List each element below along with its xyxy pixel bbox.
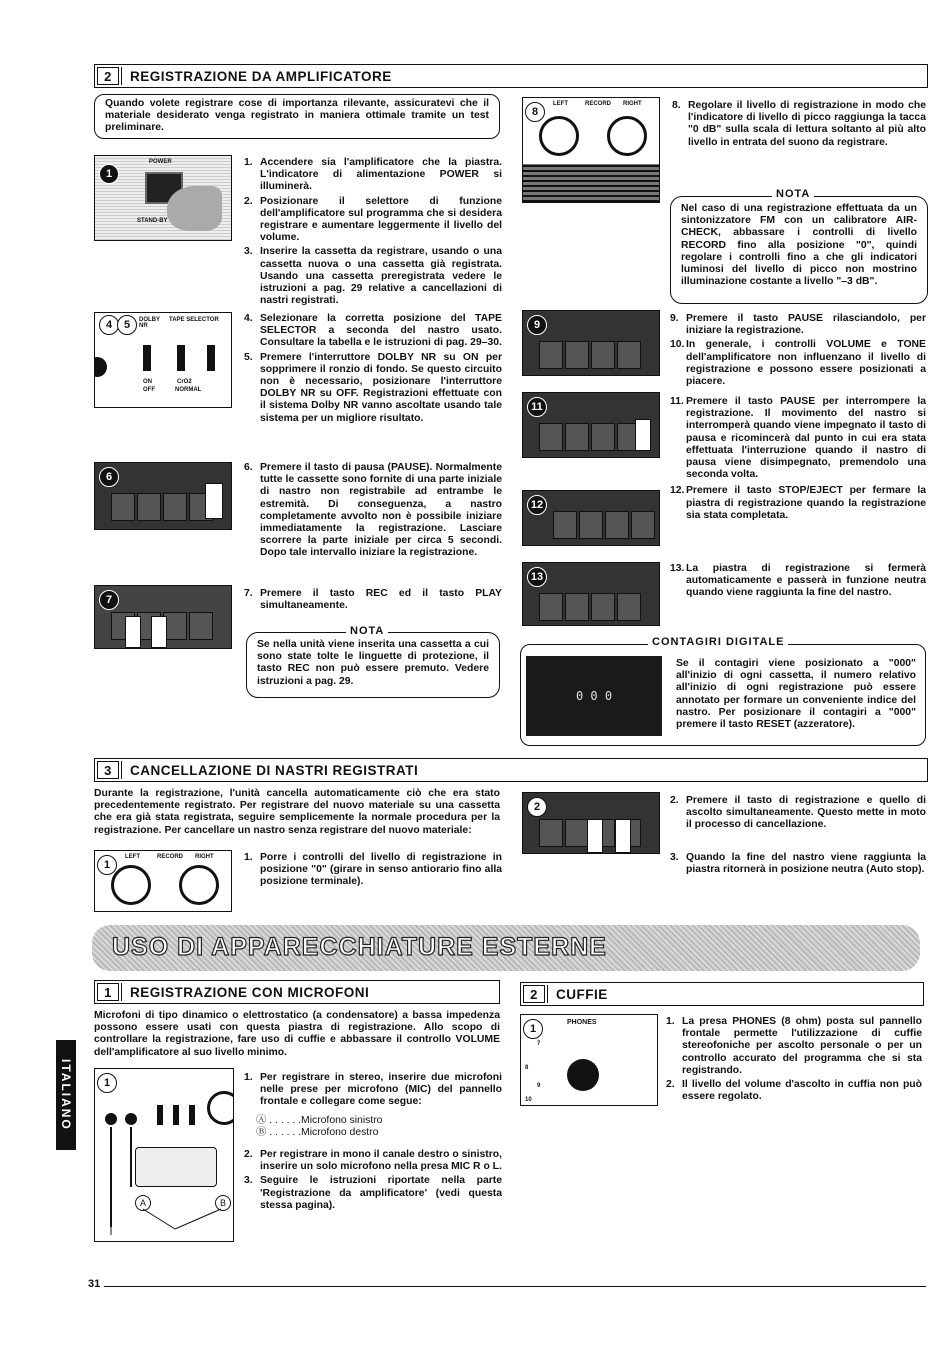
arrow-up-icon [635,419,651,451]
figure-phones [520,1014,658,1106]
cro2-label: CrO2 [177,379,192,385]
figure-badge: 1 [99,164,119,184]
key-1 [553,511,577,539]
key-2 [137,493,161,521]
dolby-label: DOLBY NR [139,317,160,329]
key-1 [539,423,563,451]
key-3 [605,511,629,539]
arrow-down-icon [615,819,631,853]
step-item: 5. Premere l'interruttore DOLBY NR su ON per sopprimere il ronzio di fondo. Se questo circuito non è necessario, posizionare l'interruttore DOLBY NR su OFF. Registrazioni effettuate con il sistema Dolby NR vanno ascoltate usando tale sistema per un migliore risultato. [244,351,502,424]
left-label: LEFT [553,101,568,107]
switch-tape-2 [207,345,215,371]
figure-badge-b: 5 [117,315,137,335]
record-label: RECORD [585,101,612,107]
finger-shape [167,186,222,231]
section-number: 1 [97,983,119,1001]
key-3 [163,493,187,521]
figure-badge: 6 [99,467,119,487]
section-number: 3 [97,761,119,779]
steps-right-1 [672,100,926,151]
black-dot [94,357,107,377]
key-4 [631,511,655,539]
counter-display [526,656,662,736]
step-item: 1. La presa PHONES (8 ohm) posta sul pannello frontale permette l'utilizzazione di cuffie stereofoniche per ascolto personale o per un controllo accurato del programma che si sta registrando. [666,1016,922,1076]
key-2 [565,423,589,451]
figure-badge: 1 [97,1073,117,1093]
figure-badge: 9 [527,315,547,335]
figure-pause-stop [522,392,660,458]
key-2 [565,341,589,369]
steps-left-3 [244,462,502,562]
figure-microphones [94,1068,234,1242]
steps-right-3 [670,396,926,524]
step-item: 2. Premere il tasto di registrazione e quello di ascolto simultaneamente. Questo mette in moto il processo di cancellazione. [670,795,926,831]
figure-badge: 12 [527,495,547,515]
off-label: OFF [143,387,155,393]
mic-steps [244,1072,502,1214]
figure-badge: 1 [97,855,117,875]
step-item: 4. Selezionare la corretta posizione del TAPE SELECTOR a seconda del nastro usato. Consultare la tabella e le istruzioni di pag. 29–30. [244,313,502,349]
mic-legend-b: Ⓑ . . . . . .Microfono destro [256,1126,379,1138]
key-3 [591,423,615,451]
figure-badge: 13 [527,567,547,587]
figure-power [94,155,232,241]
banner-external-devices [92,925,920,971]
step-item: 6. Premere il tasto di pausa (PAUSE). Normalmente tutte le cassette sono fornite di una parte iniziale di nastro non registrabile ad entrambe le estremità. Di conseguenza, a nastro completamente avvolto non è possibile iniziare immediatamente la registrazione. Lasciare scorrere la parte iniziale per circa 5 secondi. Dopo tale intervallo iniziare la registrazione. [244,462,502,559]
phones-jack [567,1059,599,1091]
mic-intro: Microfoni di tipo dinamico o elettrostatico (a condensatore) a bassa impedenza possono essere usati con questa piastra di registrazione. Allo scopo di controllare la registrazione, fare uso di cuffie e abbassare il controllo VOLUME dell'amplificatore al suo livello minimo. [94,1010,500,1058]
step-item: 8. Regolare il livello di registrazione in modo che l'indicatore di livello di picco raggiunga la tacca "0 dB" sulla scala di lettura soltanto al più alto livello in entrata del suono da registrare. [672,100,926,148]
on-label: ON [143,379,152,385]
figure-rec-play [94,585,232,649]
erase-steps-left [244,852,502,891]
figure-badge: 11 [527,397,547,417]
step-item: 3. Inserire la cassetta da registrare, usando o una cassetta nuova o una cassetta già registrata. Usando una cassetta preregistrata vedere le istruzioni a pag. 29 relative a cancellazioni di nastri registrati. [244,246,502,307]
figure-auto-stop [522,562,660,626]
left-label: LEFT [125,854,140,860]
banner-title: USO DI APPARECCHIATURE ESTERNE [112,933,607,961]
right-label: RIGHT [195,854,214,860]
note-text: Nel caso di una registrazione effettuata da un sintonizzatore FM con un calibratore AIR-CHECK, abbassare i controlli di livello RECORD fino alla posizione "0", quindi regolare i controlli fino a che gli indicatori luminosi del livello di picco non mostrino illuminazione costante a livello "–3 dB". [681,203,917,288]
step-item: 1. Porre i controlli del livello di registrazione in posizione "0" (girare in senso antiorario fino alla posizione terminale). [244,852,502,888]
meter-strip [523,164,659,202]
power-label: POWER [149,159,172,165]
step-item: 10. In generale, i controlli VOLUME e TONE dell'amplificatore non influenzano il livello di registrazione e possono essere posizionati a piacere. [670,339,926,388]
step-item: 1. Accendere sia l'amplificatore che la piastra. L'indicatore di alimentazione POWER si illuminerà. [244,157,502,193]
key-2 [565,819,589,847]
arrow-down-icon [205,483,223,519]
mic-wiring-lines [95,1069,233,1241]
step-item: 3. Quando la fine del nastro viene raggiunta la piastra ritornerà in posizione neutra (Auto stop). [670,851,926,875]
phones-label: PHONES [567,1019,597,1026]
note-label: NOTA [772,188,814,200]
key-3 [591,341,615,369]
key-1 [539,819,563,847]
section-header-phones [520,982,924,1006]
section-header-mic [94,980,500,1004]
step-item: 2. Il livello del volume d'ascolto in cuffia non può essere regolato. [666,1079,922,1103]
record-label: RECORD [157,854,184,860]
section-header-erase [94,758,928,782]
key-2 [565,593,589,621]
figure-pause-key [94,462,232,530]
step-item: 12. Premere il tasto STOP/EJECT per fermare la piastra di registrazione quando la registrazione sia stata completata. [670,485,926,521]
steps-right-2 [670,313,926,390]
intro-box [94,94,500,139]
step-item: 7. Premere il tasto REC ed il tasto PLAY simultaneamente. [244,588,502,612]
figure-dolby-tape [94,312,232,408]
section-title: REGISTRAZIONE CON MICROFONI [121,983,377,1001]
arrow-down-icon [125,616,141,648]
figure-badge: 8 [525,102,545,122]
footer-rule [104,1286,926,1287]
figure-record-knobs [522,97,660,203]
section-header-rec-amp [94,64,928,88]
figure-badge: 7 [99,590,119,610]
normal-label: NORMAL [175,387,202,393]
record-knob-right [607,116,647,156]
record-knob-left [111,865,151,905]
figure-badge-a: 4 [99,315,119,335]
step-item: 2. Per registrare in mono il canale destro o sinistro, inserire un solo microfono nella presa MIC R o L. [244,1149,502,1173]
key-2 [579,511,603,539]
steps-left-1 [244,157,502,309]
note-box-rec [246,632,500,698]
record-knob-right [179,865,219,905]
key-4 [189,612,213,640]
steps-left-2 [244,313,502,427]
scale-9: 9 [537,1083,541,1089]
section-title: REGISTRAZIONE DA AMPLIFICATORE [121,67,400,85]
counter-label: CONTAGIRI DIGITALE [648,636,788,648]
steps-left-4 [244,588,502,614]
intro-text: Quando volete registrare cose di importanza rilevante, assicuratevi che il materiale desiderato venga registrato in maniera ottimale tramite un test preliminare. [105,98,489,134]
key-3 [591,593,615,621]
figure-pause-release [522,310,660,376]
figure-badge: 1 [523,1019,543,1039]
note-label: NOTA [346,625,388,637]
record-knob-left [539,116,579,156]
mic-legend-a: Ⓐ . . . . . .Microfono sinistro [256,1114,383,1126]
step-item: 2. Posizionare il selettore di funzione dell'amplificatore sul programma che si desidera registrare e aumentare leggermente il livello del volume. [244,195,502,244]
section-number: 2 [97,67,119,85]
scale-7: 7 [537,1041,541,1047]
scale-8: 8 [525,1065,529,1071]
key-1 [111,493,135,521]
figure-badge: 2 [527,797,547,817]
mic-b-marker-label: B [219,1198,226,1208]
key-4 [617,341,641,369]
step-item: 13. La piastra di registrazione si fermerà automaticamente e passerà in funzione neutra quando viene raggiunta la fine del nastro. [670,563,926,599]
switch-dolby [143,345,151,371]
tape-selector-label: TAPE SELECTOR [169,317,219,323]
key-1 [539,593,563,621]
step-item: 11. Premere il tasto PAUSE per interrompere la registrazione. Il movimento del nastro si interromperà quando viene impegnato il tasto di pausa e ricomincerà dal punto in cui era stata effettuata l'interruzione quando il nastro di pausa viene disimpegnato, premendolo una seconda volta. [670,396,926,481]
page-number: 31 [88,1278,101,1290]
arrow-down-icon [587,819,603,853]
arrow-down-icon [151,616,167,648]
scale-10: 10 [525,1097,532,1103]
step-item: 3. Seguire le istruzioni riportate nella parte 'Registrazione da amplificatore' (vedi questa stessa pagina). [244,1175,502,1211]
note-text: Se nella unità viene inserita una cassetta a cui sono state tolte le linguette di protezione, il tasto REC non può essere premuto. Vedere istruzioni a pag. 29. [257,639,489,687]
section-title: CANCELLAZIONE DI NASTRI REGISTRATI [121,761,426,779]
step-item: 9. Premere il tasto PAUSE rilasciandolo, per iniziare la registrazione. [670,313,926,337]
erase-steps-right [670,795,926,878]
note-box-fm [670,196,928,304]
erase-intro: Durante la registrazione, l'unità cancella automaticamente ciò che era stato precedentemente registrato. Per registrare del nuovo materiale su una cassetta che era già stata registrata, seguire semplicemente la normale procedura per la registrazione. Per cancellare un nastro senza registrare del nuovo materiale: [94,788,500,836]
standby-label: STAND-BY [137,218,168,224]
counter-value: 0 0 0 [575,689,613,703]
key-1 [539,341,563,369]
counter-text: Se il contagiri viene posizionato a "000" all'inizio di ogni cassetta, il numero relativo all'inizio di ogni registrazione può essere annotato per formare un conveniente indice del nastro. Per posizionare il contagiri a "000" premere il tasto RESET (azzeratore). [676,658,916,731]
figure-erase-keys [522,792,660,854]
steps-right-4 [670,563,926,602]
step-item: 1. Per registrare in stereo, inserire due microfoni nelle prese per microfono (MIC) del pannello frontale e collegare come segue: [244,1072,502,1108]
section-number: 2 [523,985,545,1003]
key-4 [617,593,641,621]
phones-steps [666,1016,922,1105]
side-tab-language: ITALIANO [56,1040,76,1150]
figure-erase-knobs [94,850,232,912]
right-label: RIGHT [623,101,642,107]
section-title: CUFFIE [547,985,616,1003]
switch-tape-1 [177,345,185,371]
figure-stop-eject [522,490,660,546]
mic-a-marker-label: A [139,1198,146,1208]
